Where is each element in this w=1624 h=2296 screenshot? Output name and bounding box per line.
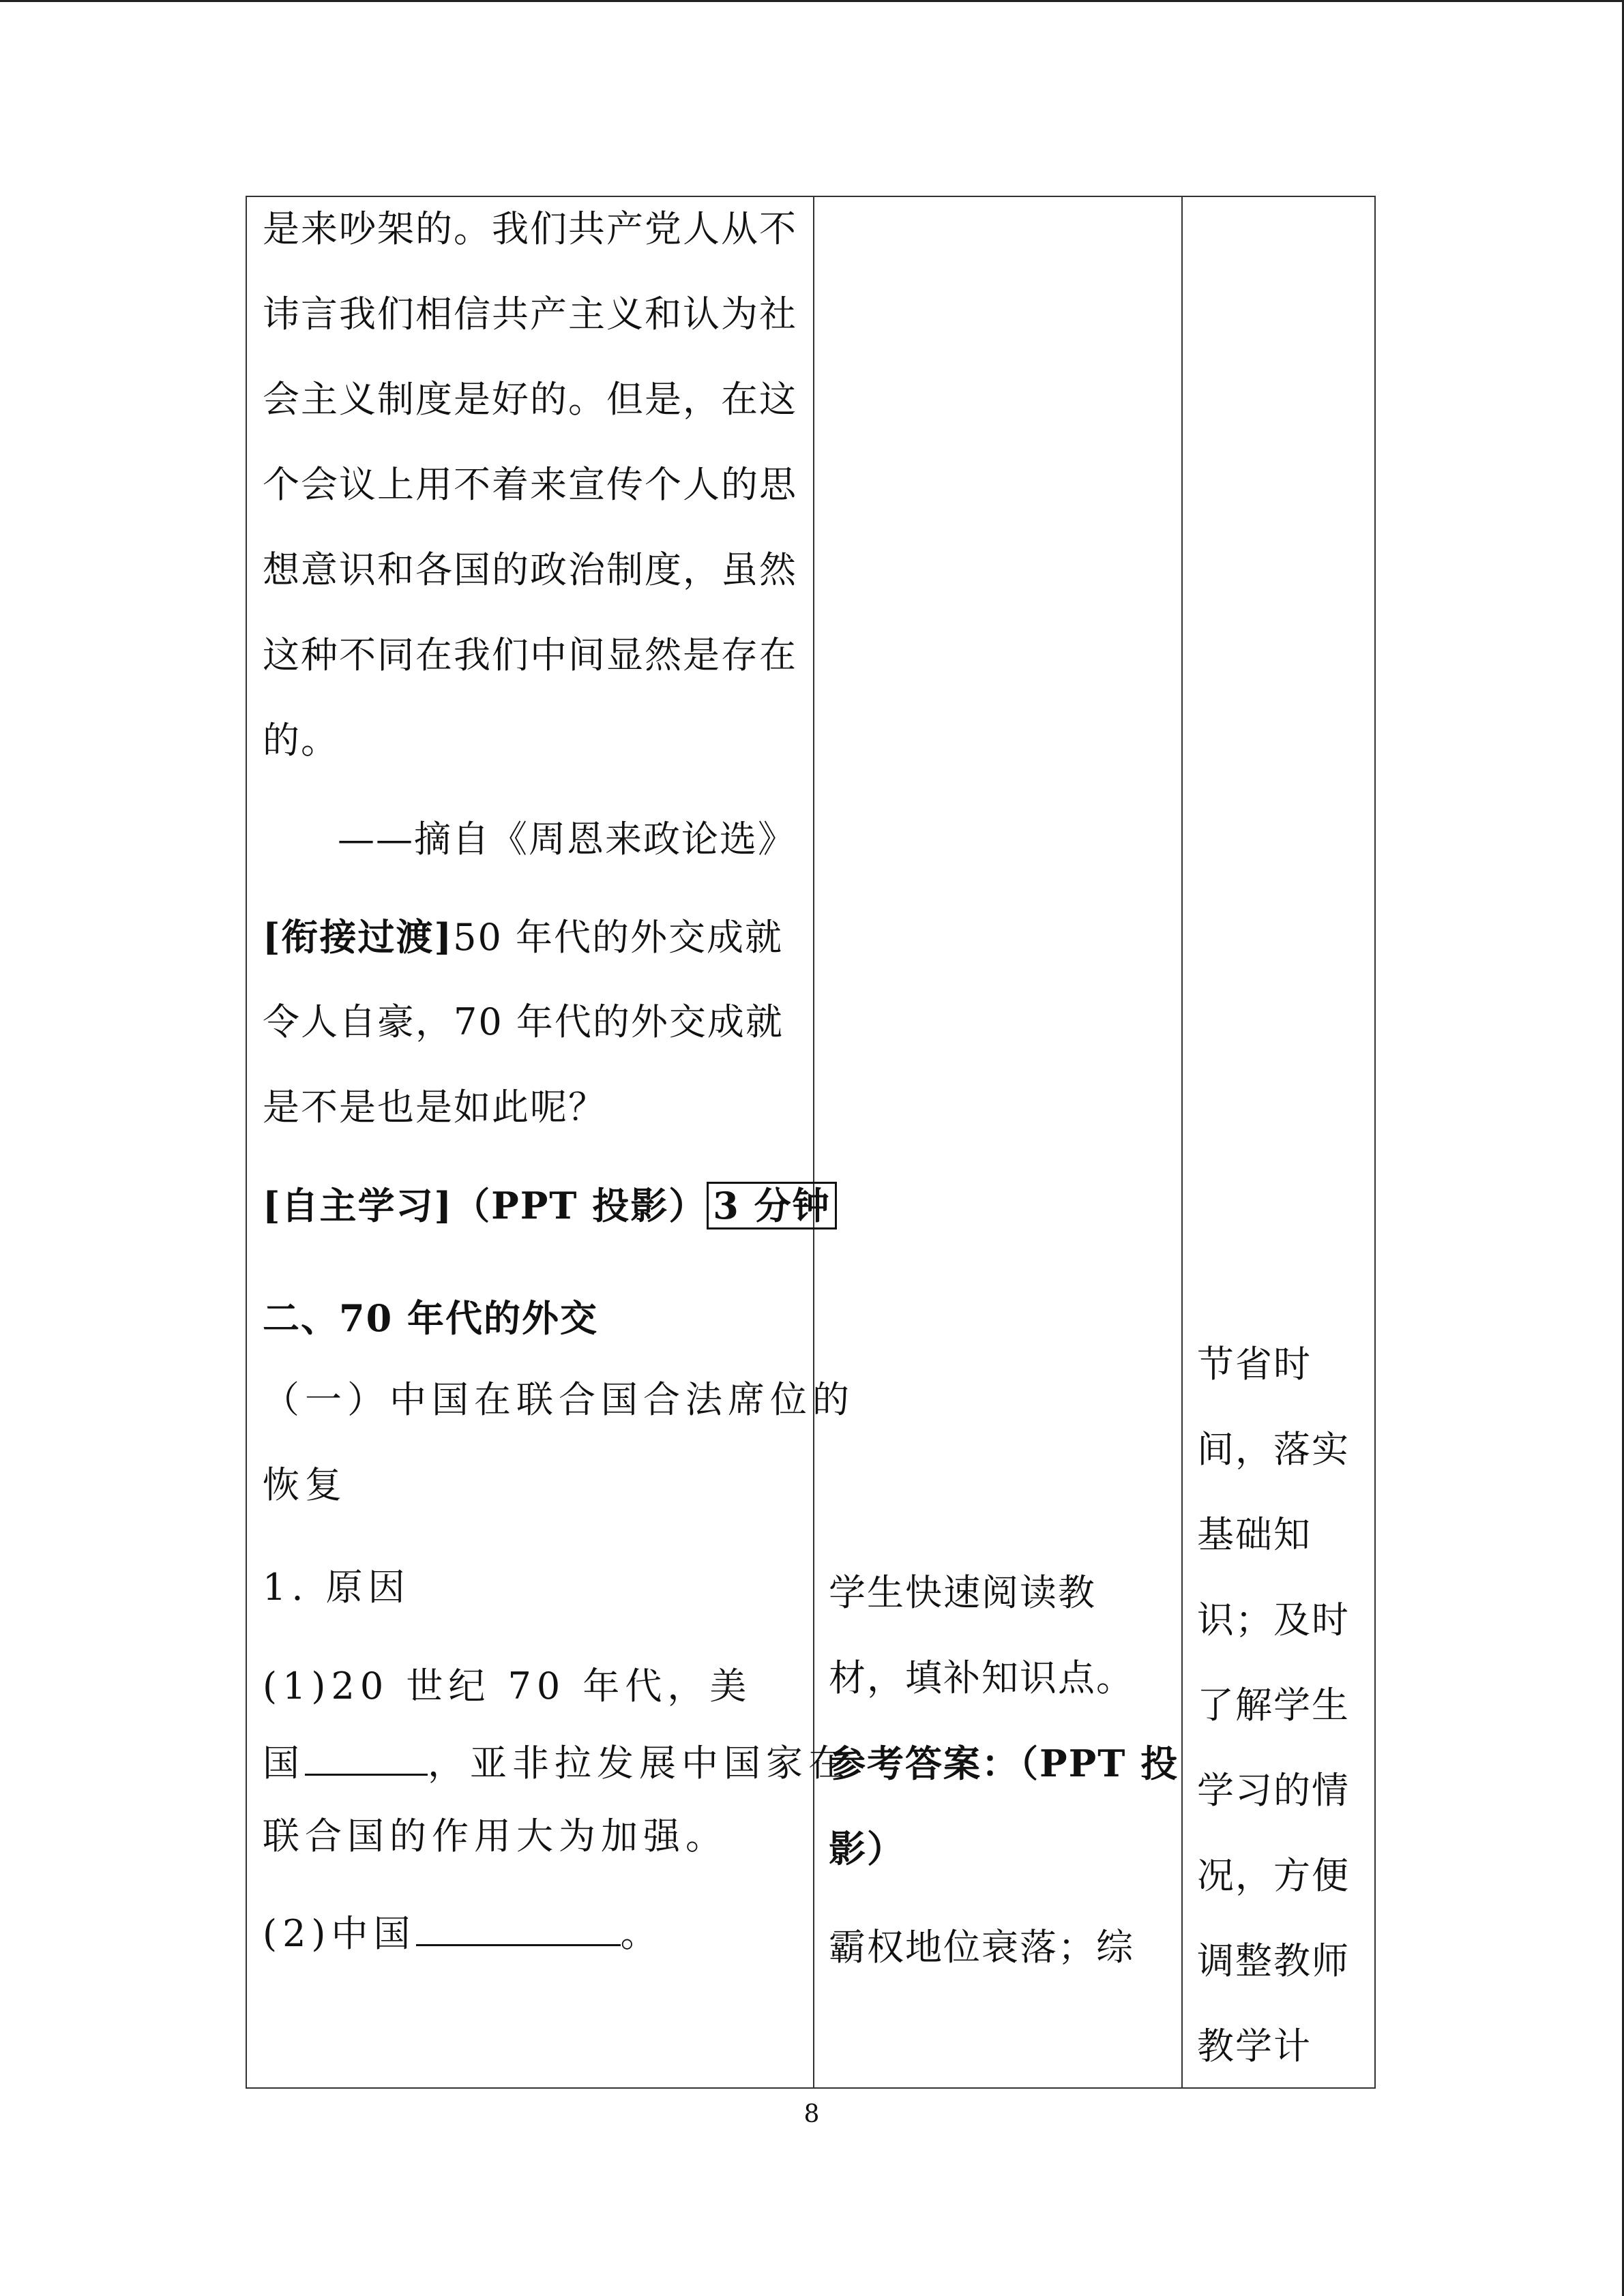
- purpose-line: 节省时: [1197, 1343, 1312, 1386]
- quote-line: 讳言我们相信共产主义和认为社: [263, 293, 797, 336]
- reason-item-1-end: 联合国的作用大为加强。: [263, 1815, 728, 1858]
- fill-blank[interactable]: [416, 1907, 621, 1946]
- reason-item-2: [263, 1907, 663, 1958]
- transition-text: 50 年代的外交成就: [453, 916, 783, 959]
- activity-line: 学生快速阅读教: [829, 1571, 1096, 1614]
- item2-suffix: 。: [620, 1912, 663, 1955]
- item2-prefix: (2)中国: [263, 1912, 416, 1955]
- answer-label-cont: 影）: [829, 1827, 905, 1870]
- transition-line: 令人自豪，70 年代的外交成就: [263, 1000, 784, 1043]
- activity-line: 材，填补知识点。: [829, 1656, 1134, 1699]
- purpose-line: 识；及时: [1197, 1598, 1350, 1641]
- page-number: 8: [803, 2100, 820, 2128]
- fill-blank[interactable]: [305, 1737, 428, 1776]
- transition-paragraph: [263, 912, 783, 962]
- page-top-edge: [0, 0, 1624, 2]
- quote-line: 这种不同在我们中间显然是存在: [263, 633, 797, 676]
- reason-item-1-cont: [263, 1737, 851, 1788]
- transition-label: [衔接过渡]: [263, 915, 454, 959]
- time-box: 3 分钟: [707, 1182, 836, 1229]
- purpose-line: 基础知: [1197, 1513, 1312, 1556]
- quote-line: 会主义制度是好的。但是，在这: [263, 378, 797, 421]
- item1-suffix: ，亚非拉发展中国家在: [428, 1742, 851, 1785]
- self-study-label: [自主学习]（PPT 投影）: [263, 1184, 707, 1227]
- purpose-line: 况，方便: [1197, 1854, 1350, 1897]
- answer-label: 参考答案：（PPT 投: [829, 1742, 1179, 1785]
- purpose-line: 调整教师: [1197, 1939, 1350, 1982]
- quote-line: 个会议上用不着来宣传个人的思: [263, 463, 797, 506]
- item1-prefix: 国: [263, 1742, 305, 1785]
- self-study-line: [263, 1181, 837, 1230]
- table-column-divider: [1181, 196, 1183, 2089]
- subsection-title-cont: 恢复: [263, 1463, 347, 1506]
- purpose-line: 教学计: [1197, 2025, 1312, 2068]
- reason-heading: 1. 原因: [263, 1566, 411, 1609]
- reason-item-1: (1)20 世纪 70 年代，美: [263, 1665, 752, 1708]
- quote-source: ——摘自《周恩来政论选》: [338, 818, 796, 861]
- purpose-line: 间，落实: [1197, 1428, 1350, 1471]
- section-title: 二、70 年代的外交: [263, 1296, 598, 1340]
- transition-line: 是不是也是如此呢？: [263, 1086, 606, 1129]
- answer-text: 霸权地位衰落；综: [829, 1926, 1134, 1969]
- purpose-line: 学习的情: [1197, 1769, 1350, 1812]
- quote-line: 想意识和各国的政治制度，虽然: [263, 548, 797, 591]
- purpose-line: 了解学生: [1197, 1684, 1350, 1727]
- quote-line: 是来吵架的。我们共产党人从不: [263, 207, 797, 250]
- table-column-divider: [813, 196, 814, 2089]
- quote-line: 的。: [263, 719, 339, 762]
- subsection-title: （一）中国在联合国合法席位的: [263, 1378, 855, 1421]
